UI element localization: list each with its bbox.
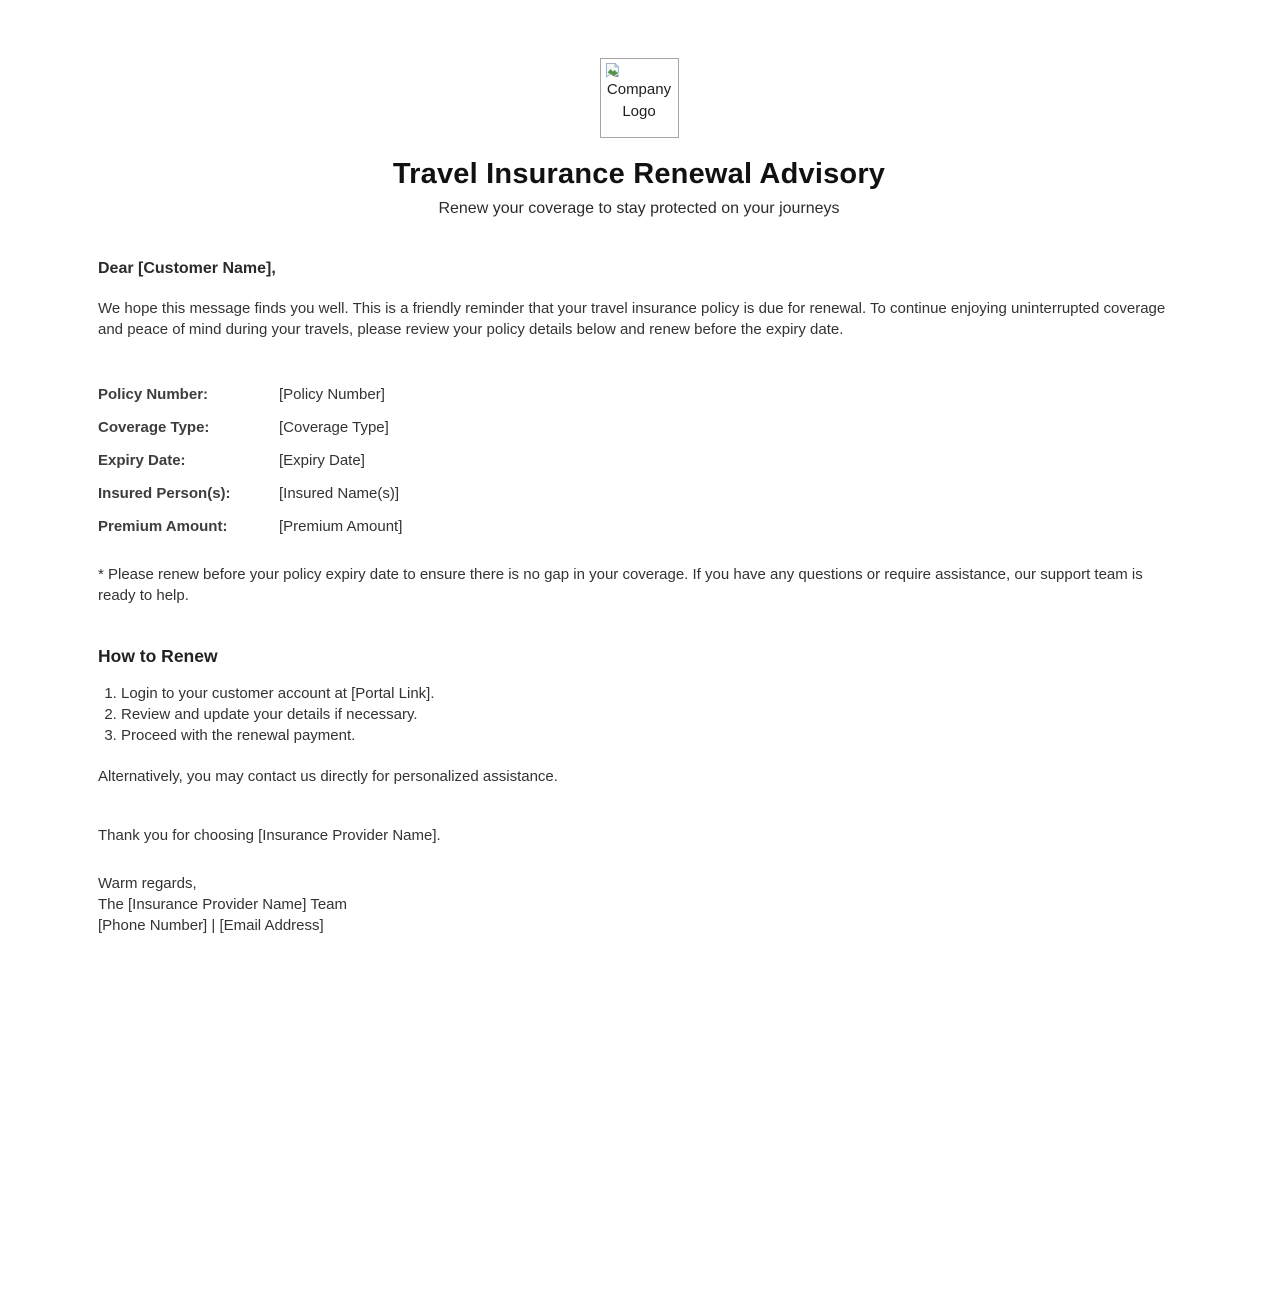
page-title: Travel Insurance Renewal Advisory (392, 158, 886, 190)
broken-image-icon (604, 62, 621, 79)
policy-detail-value: [Policy Number] (279, 386, 385, 403)
advisory-document (98, 0, 1180, 936)
policy-detail-row (98, 411, 1180, 444)
document-header (98, 58, 1180, 220)
intro-paragraph: We hope this message finds you well. This is a friendly reminder that your travel insurance policy is due for renewal. To continue enjoying uninterrupted coverage and peace of mind during your travels, please review your policy details below and renew before the expiry date. (98, 300, 1166, 338)
policy-detail-label: Expiry Date: (98, 452, 186, 469)
policy-detail-value: [Expiry Date] (279, 452, 365, 469)
policy-detail-label: Policy Number: (98, 386, 209, 403)
signature-contact: [Phone Number] | [Email Address] (98, 917, 324, 934)
policy-details-table (98, 378, 1180, 543)
policy-detail-label: Insured Person(s): (98, 485, 231, 502)
policy-detail-value: [Premium Amount] (279, 518, 403, 535)
thank-you-line: Thank you for choosing [Insurance Provider Name]. (98, 827, 441, 844)
policy-detail-label: Coverage Type: (98, 419, 210, 436)
renewal-step: 2. Review and update your details if necessary. (121, 704, 1180, 725)
company-logo-image (600, 58, 679, 138)
policy-detail-row (98, 510, 1180, 543)
signature-regards: Warm regards, (98, 875, 197, 892)
renewal-step: 1. Login to your customer account at [Portal Link]. (121, 683, 1180, 704)
logo-alt-text: Company Logo (606, 81, 672, 120)
page-subtitle: Renew your coverage to stay protected on your journeys (438, 200, 840, 217)
policy-detail-label: Premium Amount: (98, 518, 228, 535)
policy-detail-row (98, 444, 1180, 477)
signature-block (98, 873, 1180, 936)
renewal-steps-list (98, 683, 1180, 746)
policy-detail-value: [Insured Name(s)] (279, 485, 400, 502)
policy-detail-value: [Coverage Type] (279, 419, 389, 436)
alternative-contact-note: Alternatively, you may contact us directly for personalized assistance. (98, 768, 558, 785)
policy-detail-row (98, 378, 1180, 411)
greeting: Dear [Customer Name], (98, 260, 276, 277)
policy-detail-row (98, 477, 1180, 510)
how-to-renew-heading: How to Renew (98, 646, 218, 666)
renewal-step: 3. Proceed with the renewal payment. (121, 725, 1180, 746)
signature-team: The [Insurance Provider Name] Team (98, 896, 348, 913)
renewal-note: * Please renew before your policy expiry date to ensure there is no gap in your coverage. If you have any questions or require assistance, our support team is ready to help. (98, 566, 1143, 604)
